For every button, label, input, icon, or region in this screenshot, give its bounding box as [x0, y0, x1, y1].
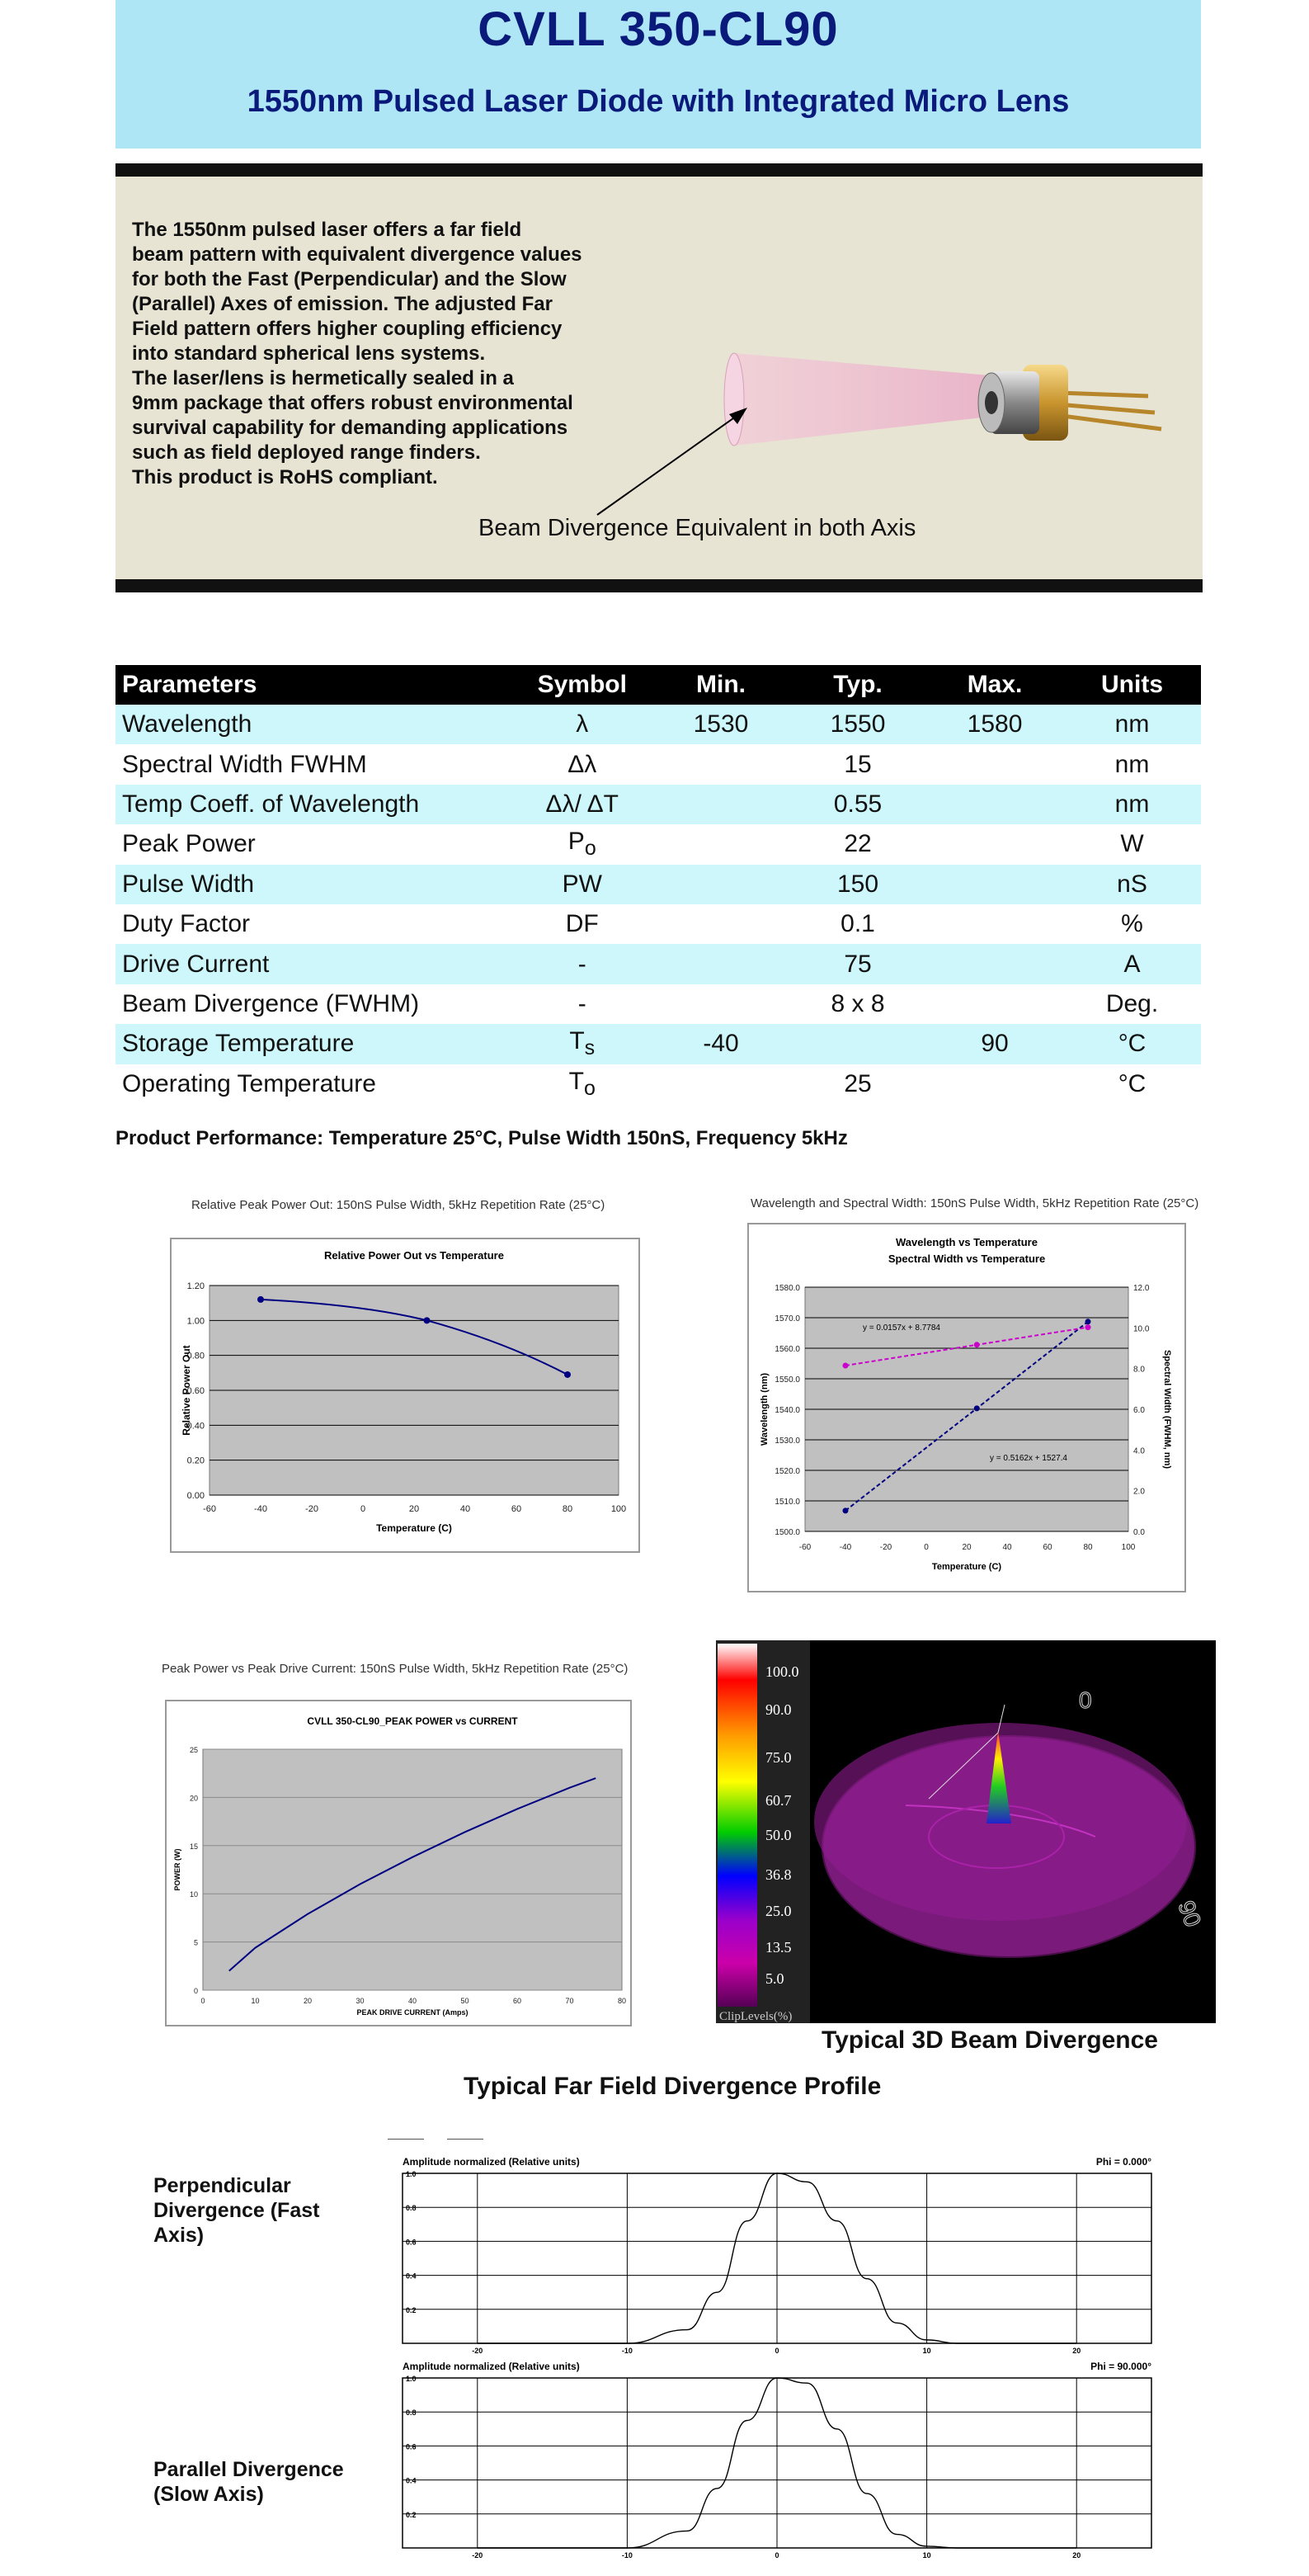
cell-text: 1530	[693, 710, 749, 738]
cell-text: -40	[703, 1030, 739, 1058]
min-cell	[652, 944, 789, 984]
symbol-cell	[512, 824, 652, 864]
y2-tick-label: 8.0	[1133, 1365, 1145, 1375]
legend-line	[447, 2139, 483, 2140]
cell-text: nm	[1114, 790, 1150, 818]
param-cell	[115, 705, 512, 744]
y-tick-label: 0.4	[406, 2272, 417, 2281]
cell-text: Drive Current	[122, 950, 270, 978]
cell-text: P	[567, 828, 585, 856]
y-tick-label: 0.80	[186, 1351, 205, 1361]
symbol-cell	[512, 785, 652, 824]
cell-text: Temp Coeff. of Wavelength	[122, 790, 420, 818]
x-tick-label: 80	[617, 1997, 627, 2005]
x-tick-label: 10	[251, 1997, 260, 2005]
x-tick-label: -10	[621, 2551, 633, 2559]
x-tick-label: 40	[407, 1997, 417, 2005]
y-tick-label: 0.8	[406, 2409, 417, 2418]
perpendicular-label: Perpendicular Divergence (Fast Axis)	[153, 2174, 320, 2247]
y-tick-label: 0.20	[186, 1455, 205, 1466]
max-cell	[926, 984, 1063, 1024]
cell-text: Deg.	[1105, 989, 1159, 1017]
data-point	[843, 1507, 849, 1513]
symbol-cell	[512, 904, 652, 944]
cell-text: T	[569, 1027, 585, 1055]
min-cell	[652, 824, 789, 864]
x-tick-label: -40	[254, 1504, 267, 1514]
data-point	[257, 1296, 264, 1303]
scale-label: 36.8	[765, 1866, 792, 1883]
y-axis-label: POWER (W)	[173, 1848, 181, 1891]
color-scale-bar	[718, 1644, 757, 2007]
cell-text: 1550	[830, 710, 886, 738]
intro-line: The laser/lens is hermetically sealed in a	[132, 367, 514, 389]
y-tick-label: 0.6	[406, 2238, 417, 2247]
max-cell	[926, 1064, 1063, 1104]
page-title: CVLL 350-CL90	[478, 2, 839, 56]
typ-cell	[789, 984, 926, 1024]
y-tick-label: 10	[189, 1890, 198, 1899]
trendline-annotation: y = 0.5162x + 1527.4	[990, 1454, 1067, 1463]
x-tick-label: 100	[1121, 1543, 1136, 1552]
max-cell	[926, 944, 1063, 984]
x-tick-label: 0	[924, 1543, 929, 1552]
max-cell	[926, 865, 1063, 904]
y-tick-label: 1520.0	[775, 1467, 800, 1476]
x-tick-label: 20	[962, 1543, 972, 1552]
cell-text: Duty Factor	[122, 910, 251, 938]
relative-power-chart	[172, 1239, 638, 1551]
units-cell	[1063, 944, 1201, 984]
cell-text: 0.1	[840, 910, 875, 938]
parallel-profile-chart	[388, 2358, 1163, 2564]
y-tick-label: 1.0	[406, 2170, 417, 2178]
x-tick-label: -10	[621, 2347, 633, 2355]
cell-text: A	[1123, 950, 1141, 978]
cell-text: 22	[844, 830, 872, 858]
param-cell	[115, 1064, 512, 1104]
y2-tick-label: 2.0	[1133, 1487, 1145, 1497]
intro-line: The 1550nm pulsed laser offers a far field	[132, 219, 522, 241]
param-cell	[115, 1024, 512, 1064]
cell-text: Storage Temperature	[122, 1030, 355, 1058]
cell-text: Δλ	[567, 750, 597, 778]
chart1-caption: Relative Peak Power Out: 150nS Pulse Width, 5kHz Repetition Rate (25°C)	[191, 1198, 605, 1212]
y-tick-label: 1.00	[186, 1316, 205, 1327]
x-tick-label: 60	[511, 1504, 522, 1514]
table-header-row	[115, 665, 1201, 705]
y-tick-label: 0.00	[186, 1491, 205, 1501]
data-point	[843, 1362, 849, 1368]
typ-cell	[789, 904, 926, 944]
intro-line: for both the Fast (Perpendicular) and the Slow	[132, 268, 567, 290]
min-cell	[652, 1024, 789, 1064]
x-tick-label: 70	[565, 1997, 574, 2005]
cell-text: Spectral Width FWHM	[122, 750, 367, 778]
symbol-cell	[512, 984, 652, 1024]
header-parameters: Parameters	[115, 665, 512, 705]
param-cell	[115, 944, 512, 984]
cell-text: %	[1121, 910, 1143, 938]
cliplevels-label: ClipLevels(%)	[719, 2010, 793, 2023]
parallel-label: Parallel Divergence (Slow Axis)	[153, 2458, 344, 2506]
header-symbol: Symbol	[512, 665, 652, 705]
cell-text: 90	[981, 1030, 1009, 1058]
typ-cell	[789, 865, 926, 904]
x-tick-label: 100	[610, 1504, 627, 1514]
x-tick-label: 60	[1043, 1543, 1052, 1552]
x-tick-label: -20	[472, 2347, 483, 2355]
max-cell	[926, 785, 1063, 824]
arrow-icon	[594, 404, 751, 520]
symbol-subscript: o	[584, 837, 596, 861]
y-tick-label: 0	[193, 1987, 198, 1995]
x-tick-label: -60	[203, 1504, 216, 1514]
typ-cell	[789, 824, 926, 864]
scale-label: 75.0	[765, 1749, 792, 1766]
cell-text: λ	[576, 710, 589, 738]
intro-line: such as field deployed range finders.	[132, 441, 481, 464]
min-cell	[652, 785, 789, 824]
peak-power-chart	[167, 1701, 630, 2025]
chart1-frame	[170, 1238, 640, 1553]
units-cell	[1063, 824, 1201, 864]
symbol-cell	[512, 744, 652, 784]
min-cell	[652, 1064, 789, 1104]
table-row	[115, 865, 1201, 904]
symbol-cell	[512, 1064, 652, 1104]
beam-3d-caption: Typical 3D Beam Divergence	[822, 2026, 1158, 2054]
intro-line: survival capability for demanding applications	[132, 417, 568, 439]
table-row	[115, 984, 1201, 1024]
cell-text: Δλ/ ΔT	[545, 790, 619, 818]
y-tick-label: 1510.0	[775, 1498, 800, 1507]
scale-label: 100.0	[765, 1663, 799, 1680]
units-cell	[1063, 744, 1201, 784]
symbol-subscript: s	[584, 1036, 596, 1060]
x-tick-label: 0	[775, 2551, 779, 2559]
angle-label: 0	[1079, 1687, 1092, 1713]
cell-text: Beam Divergence (FWHM)	[122, 989, 420, 1017]
y-tick-label: 1.0	[406, 2375, 417, 2383]
legend-line	[388, 2139, 424, 2140]
cell-text: W	[1120, 830, 1144, 858]
intro-line: into standard spherical lens systems.	[132, 342, 486, 365]
data-point	[974, 1405, 980, 1411]
max-cell	[926, 744, 1063, 784]
cell-text: T	[568, 1067, 584, 1095]
intro-line: (Parallel) Axes of emission. The adjusted Far	[132, 293, 553, 315]
header-typ: Typ.	[789, 665, 926, 705]
x-tick-label: 0	[775, 2347, 779, 2355]
x-tick-label: 40	[1002, 1543, 1012, 1552]
cell-text: 15	[844, 750, 872, 778]
x-tick-label: -40	[839, 1543, 852, 1552]
scale-label: 50.0	[765, 1827, 792, 1843]
performance-title: Product Performance: Temperature 25°C, Pulse Width 150nS, Frequency 5kHz	[115, 1127, 848, 1149]
cell-text: -	[577, 950, 586, 978]
y-tick-label: 0.60	[186, 1386, 205, 1396]
cell-text: °C	[1118, 1030, 1147, 1058]
scale-label: 13.5	[765, 1939, 792, 1956]
page-subtitle: 1550nm Pulsed Laser Diode with Integrated Micro Lens	[247, 84, 1070, 119]
y2-tick-label: 10.0	[1133, 1324, 1150, 1334]
phi-label: Phi = 90.000°	[1090, 2361, 1151, 2372]
cell-text: 150	[836, 870, 879, 898]
param-cell	[115, 824, 512, 864]
x-tick-label: -20	[879, 1543, 892, 1552]
data-point	[1085, 1324, 1091, 1330]
scale-label: 5.0	[765, 1970, 784, 1987]
x-tick-label: -60	[798, 1543, 812, 1552]
table-row	[115, 1064, 1201, 1104]
chart-title: CVLL 350-CL90_PEAK POWER vs CURRENT	[307, 1715, 518, 1727]
beam-3d-plot	[716, 1640, 1216, 2023]
units-cell	[1063, 1024, 1201, 1064]
scale-label: 60.7	[765, 1792, 792, 1809]
scale-label: 25.0	[765, 1903, 792, 1919]
header-units: Units	[1063, 665, 1201, 705]
y-tick-label: 0.40	[186, 1421, 205, 1432]
chart-title: Relative Power Out vs Temperature	[324, 1249, 504, 1262]
min-cell	[652, 984, 789, 1024]
data-point	[564, 1371, 571, 1378]
typ-cell	[789, 944, 926, 984]
plot-header: Amplitude normalized (Relative units)	[403, 2361, 580, 2372]
y-tick-label: 20	[189, 1794, 198, 1803]
data-point	[1085, 1319, 1091, 1324]
y-tick-label: 0.2	[406, 2510, 417, 2519]
typ-cell	[789, 705, 926, 744]
intro-line: This product is RoHS compliant.	[132, 466, 438, 488]
x-axis-label: Temperature (C)	[376, 1522, 452, 1534]
typ-cell	[789, 785, 926, 824]
y-tick-label: 1580.0	[775, 1284, 800, 1293]
x-tick-label: 0	[360, 1504, 366, 1514]
y2-tick-label: 0.0	[1133, 1528, 1145, 1537]
units-cell	[1063, 785, 1201, 824]
intro-description	[132, 218, 627, 490]
x-axis-label: PEAK DRIVE CURRENT (Amps)	[356, 2008, 469, 2017]
intro-line: beam pattern with equivalent divergence values	[132, 243, 582, 266]
table-row	[115, 1024, 1201, 1064]
y2-tick-label: 12.0	[1133, 1284, 1150, 1293]
param-cell	[115, 744, 512, 784]
param-cell	[115, 904, 512, 944]
units-cell	[1063, 904, 1201, 944]
units-cell	[1063, 984, 1201, 1024]
cell-text: 25	[844, 1069, 872, 1097]
y-tick-label: 1550.0	[775, 1375, 800, 1385]
y-tick-label: 0.2	[406, 2305, 417, 2314]
data-point	[424, 1317, 431, 1323]
angle-label: 90	[1173, 1897, 1207, 1931]
intro-line: 9mm package that offers robust environmental	[132, 392, 573, 414]
y-tick-label: 15	[189, 1842, 198, 1851]
table-row	[115, 824, 1201, 864]
cell-text: Peak Power	[122, 830, 256, 858]
beam-cone	[734, 353, 990, 446]
cell-text: -	[577, 989, 586, 1017]
min-cell	[652, 705, 789, 744]
units-cell	[1063, 865, 1201, 904]
chart3-frame	[165, 1700, 632, 2026]
table-row	[115, 904, 1201, 944]
x-tick-label: 20	[303, 1997, 313, 2005]
beam-caption: Beam Divergence Equivalent in both Axis	[478, 515, 916, 541]
cell-text: Pulse Width	[122, 870, 255, 898]
x-tick-label: 80	[562, 1504, 573, 1514]
wavelength-chart	[749, 1224, 1184, 1591]
y-tick-label: 0.8	[406, 2204, 417, 2213]
table-row	[115, 744, 1201, 784]
y-tick-label: 1570.0	[775, 1314, 800, 1323]
max-cell	[926, 824, 1063, 864]
min-cell	[652, 744, 789, 784]
intro-line: Field pattern offers higher coupling efficiency	[132, 318, 563, 340]
y-tick-label: 25	[189, 1746, 198, 1754]
max-cell	[926, 705, 1063, 744]
x-tick-label: 10	[922, 2551, 931, 2559]
cell-text: 1580	[967, 710, 1023, 738]
x-tick-label: -20	[305, 1504, 318, 1514]
cell-text: DF	[565, 910, 599, 938]
perpendicular-profile-chart	[388, 2154, 1163, 2360]
cell-text: °C	[1118, 1069, 1147, 1097]
cell-text: nm	[1114, 750, 1150, 778]
y-tick-label: 0.6	[406, 2442, 417, 2451]
cell-text: nm	[1114, 710, 1150, 738]
x-axis-label: Temperature (C)	[931, 1562, 1002, 1572]
cell-text: 8 x 8	[831, 989, 885, 1017]
laser-diode-image	[709, 314, 1171, 528]
y-tick-label: 5	[193, 1938, 198, 1947]
typ-cell	[789, 1024, 926, 1064]
max-cell	[926, 1024, 1063, 1064]
typ-cell	[789, 744, 926, 784]
symbol-cell	[512, 705, 652, 744]
y2-axis-label: Spectral Width (FWHM, nm)	[1162, 1349, 1172, 1470]
y2-tick-label: 4.0	[1133, 1446, 1145, 1456]
symbol-cell	[512, 1024, 652, 1064]
y2-tick-label: 6.0	[1133, 1406, 1145, 1415]
chart-subtitle: Spectral Width vs Temperature	[888, 1253, 1046, 1265]
table-row	[115, 705, 1201, 744]
typ-cell	[789, 1064, 926, 1104]
x-tick-label: 10	[922, 2347, 931, 2355]
y-axis-label: Relative Power Out	[181, 1345, 192, 1436]
cell-text: Operating Temperature	[122, 1069, 376, 1097]
phi-label: Phi = 0.000°	[1095, 2156, 1151, 2168]
param-cell	[115, 865, 512, 904]
data-point	[974, 1342, 980, 1347]
beam-3d-image	[716, 1640, 1216, 2023]
y-tick-label: 1560.0	[775, 1345, 800, 1354]
chart-title: Wavelength vs Temperature	[896, 1236, 1038, 1248]
y-tick-label: 1530.0	[775, 1437, 800, 1446]
x-tick-label: 20	[1072, 2347, 1081, 2355]
symbol-subscript: o	[583, 1076, 596, 1100]
x-tick-label: 80	[1083, 1543, 1093, 1552]
param-cell	[115, 785, 512, 824]
min-cell	[652, 904, 789, 944]
table-row	[115, 785, 1201, 824]
y-tick-label: 0.4	[406, 2476, 417, 2485]
plot-area	[203, 1749, 622, 1990]
y-axis-label: Wavelength (nm)	[760, 1372, 770, 1446]
farfield-title: Typical Far Field Divergence Profile	[464, 2073, 882, 2100]
x-tick-label: 20	[1072, 2551, 1081, 2559]
scale-label: 90.0	[765, 1701, 792, 1718]
x-tick-label: 30	[356, 1997, 365, 2005]
header-min: Min.	[652, 665, 789, 705]
cell-text: PW	[562, 870, 602, 898]
symbol-cell	[512, 944, 652, 984]
x-tick-label: 60	[512, 1997, 522, 2005]
x-tick-label: 50	[460, 1997, 469, 2005]
chart3-caption: Peak Power vs Peak Drive Current: 150nS Pulse Width, 5kHz Repetition Rate (25°C)	[162, 1662, 629, 1676]
param-cell	[115, 984, 512, 1024]
x-tick-label: 20	[408, 1504, 420, 1514]
trendline-annotation: y = 0.0157x + 8.7784	[863, 1323, 940, 1333]
x-tick-label: -20	[472, 2551, 483, 2559]
cell-text: 0.55	[833, 790, 883, 818]
x-tick-label: 0	[200, 1997, 205, 2005]
y-tick-label: 1500.0	[775, 1528, 800, 1537]
symbol-cell	[512, 865, 652, 904]
chart2-caption: Wavelength and Spectral Width: 150nS Pulse Width, 5kHz Repetition Rate (25°C)	[751, 1196, 1199, 1210]
header-max: Max.	[926, 665, 1063, 705]
table-row	[115, 944, 1201, 984]
spec-table	[115, 665, 1201, 1104]
min-cell	[652, 865, 789, 904]
x-tick-label: 40	[459, 1504, 471, 1514]
units-cell	[1063, 705, 1201, 744]
cell-text: 75	[844, 950, 872, 978]
chart2-frame	[747, 1223, 1186, 1592]
plot-header: Amplitude normalized (Relative units)	[403, 2156, 580, 2168]
cell-text: nS	[1117, 870, 1147, 898]
y-tick-label: 1540.0	[775, 1406, 800, 1415]
cell-text: Wavelength	[122, 710, 252, 738]
max-cell	[926, 904, 1063, 944]
y-tick-label: 1.20	[186, 1281, 205, 1291]
units-cell	[1063, 1064, 1201, 1104]
